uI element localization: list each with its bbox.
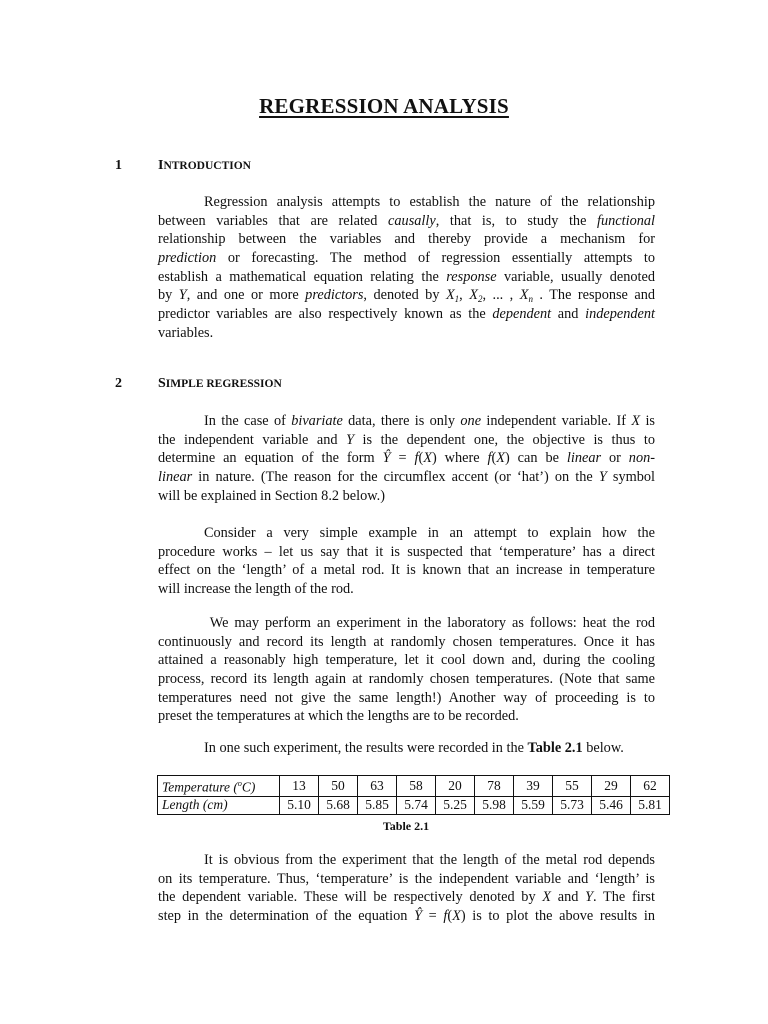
section-1-heading: INTRODUCTION [158, 158, 251, 173]
table-cell: 58 [397, 776, 436, 797]
table-cell: 5.10 [280, 796, 319, 814]
table-cell: 20 [436, 776, 475, 797]
row-header-temperature: Temperature ($^o$C) [158, 776, 280, 797]
table-row [158, 776, 670, 797]
conclusion-paragraph: It is obvious from the experiment that the length of the metal rod depends on its temperature. Thus, ‘temperature’ is the independent variable and ‘length’ is the dependent variable. These will be respectively denoted by X and Y. The first step in the determination of the equation Ŷ = f(X) is to plot the above results in [158, 852, 655, 925]
intro-paragraph: Regression analysis attempts to establish the nature of the relationship between variables that are related causally, that is, to study the functional relationship between the variables and thereby provide a mechanism for prediction or forecasting. The method of regression essentially attempts to establish a mathematical equation relating the response variable, usually denoted by Y, and one or more predictors, denoted by $X_1$, $X_2$, ... , $X_n$ . The response and predictor variables are also respectively known as the dependent and independent variables. [158, 194, 656, 341]
table-cell: 55 [553, 776, 592, 797]
table-cell: 62 [631, 776, 670, 797]
table-cell: 5.59 [514, 796, 553, 814]
table-cell: 5.73 [553, 796, 592, 814]
table-caption: Table 2.1 [382, 819, 430, 833]
table-cell: 5.46 [592, 796, 631, 814]
table-cell: 5.98 [475, 796, 514, 814]
experiment-paragraph: We may perform an experiment in the laboratory as follows: heat the rod continuously and record its length at randomly chosen temperatures. Once it has attained a reasonably high temperature, let it cool down and, during the cooling process, record its length again at randomly chosen temperatures. (Note that same temperatures need not give the same length!) Another way of proceeding is to preset the temperatures at which the lengths are to be recorded. [158, 615, 655, 725]
table-cell: 78 [475, 776, 514, 797]
temperature-length-table [157, 775, 670, 815]
results-paragraph: In one such experiment, the results were recorded in the Table 2.1 below. [204, 740, 624, 756]
table-cell: 5.25 [436, 796, 475, 814]
table-cell: 13 [280, 776, 319, 797]
example-paragraph: Consider a very simple example in an attempt to explain how the procedure works – let us say that it is suspected that ‘temperature’ has a direct effect on the ‘length’ of a metal rod. It is known that an increase in temperature will increase the length of the rod. [158, 525, 655, 598]
bivariate-paragraph: In the case of bivariate data, there is only one independent variable. If X is the independent variable and Y is the dependent one, the objective is thus to determine an equation of the form Ŷ = f(X) where f(X) can be linear or non- linear in nature. (The reason for the circumflex accent (or ‘hat’) on the Y symbol will be explained in Section 8.2 below.) [158, 413, 656, 504]
table-cell: 29 [592, 776, 631, 797]
table-cell: 5.81 [631, 796, 670, 814]
section-1-number: 1 [115, 158, 122, 173]
table-cell: 50 [319, 776, 358, 797]
table-cell: 5.68 [319, 796, 358, 814]
table-cell: 39 [514, 776, 553, 797]
section-2-heading: SIMPLE REGRESSION [158, 376, 282, 391]
table-row [158, 796, 670, 814]
table-cell: 63 [358, 776, 397, 797]
page-title: REGRESSION ANALYSIS [259, 94, 509, 118]
table-cell: 5.74 [397, 796, 436, 814]
section-2-number: 2 [115, 376, 122, 391]
table-cell: 5.85 [358, 796, 397, 814]
row-header-length: Length (cm) [158, 796, 280, 814]
